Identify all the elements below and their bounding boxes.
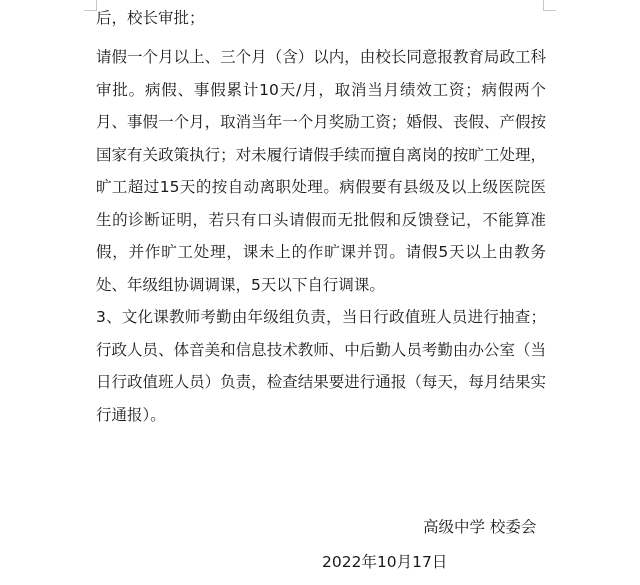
paragraph-attendance-check: 3、文化课教师考勤由年级组负责，当日行政值班人员进行抽查；行政人员、体音美和信息技术教师、中后勤人员考勤由办公室（当日行政值班人员）负责，检查结果要进行通报（每天，每月结果实行通报）。 [96, 308, 546, 424]
paragraph-approval-end: 后，校长审批； [96, 9, 205, 27]
signature-organization: 高级中学 校委会 [423, 518, 537, 536]
signature-date: 2022年10月17日 [322, 553, 448, 571]
paragraph-leave-rules: 请假一个月以上、三个月（含）以内，由校长同意报教育局政工科审批。病假、事假累计10天/月，取消当月绩效工资；病假两个月、事假一个月，取消当年一个月奖励工资；婚假、丧假、产假按国家有关政策执行；对未履行请假手续而擅自离岗的按旷工处理，旷工超过15天的按自动离职处理。病假要有县级及以上级医院医生的诊断证明，若只有口头请假而无批假和反馈登记，不能算准假，并作旷工处理，课未上的作旷课并罚。请假5天以上由教务处、年级组协调调课，5天以下自行调课。 [96, 48, 546, 294]
